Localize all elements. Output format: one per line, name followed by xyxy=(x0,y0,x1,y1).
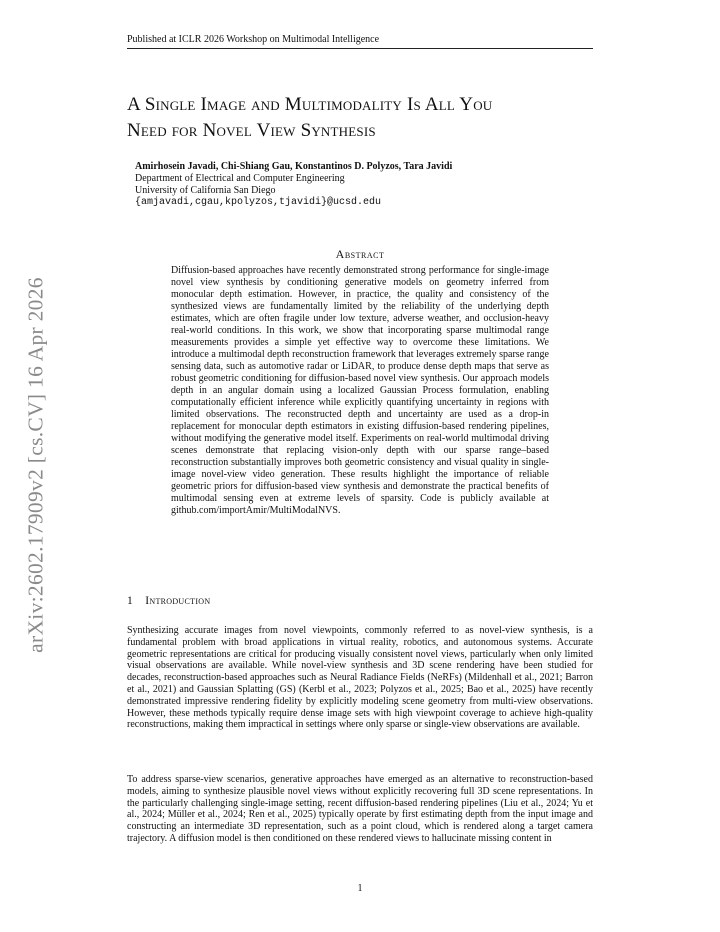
section-number: 1 xyxy=(127,595,134,607)
running-header: Published at ICLR 2026 Workshop on Multimodal Intelligence xyxy=(127,34,593,49)
title-line-1: A Single Image and Multimodality Is All You xyxy=(127,94,493,115)
title-line-2: Need for Novel View Synthesis xyxy=(127,120,376,141)
section-title: Introduction xyxy=(145,595,211,607)
author-university: University of California San Diego xyxy=(135,185,276,196)
paper-title xyxy=(127,92,607,144)
author-names: Amirhosein Javadi, Chi-Shiang Gau, Konstantinos D. Polyzos, Tara Javidi xyxy=(135,161,453,172)
abstract-body: Diffusion-based approaches have recently demonstrated strong performance for single-image novel view synthesis by conditioning generative models on geometry inferred from monocular depth estimation. However, in practice, the quality and consistency of the synthesized views are fundamentally limited by the reliability of the underlying depth estimates, which are often fragile under low texture, adverse weather, and occlusion-heavy real-world conditions. In this work, we show that incorporating sparse multimodal range measurements provides a simple yet effective way to overcome these limitations. We introduce a multimodal depth reconstruction framework that leverages extremely sparse range sensing data, such as automotive radar or LiDAR, to produce dense depth maps that serve as robust geometric conditioning for diffusion-based novel view synthesis. Our approach models depth in an angular domain using a localized Gaussian Process formulation, enabling computationally efficient inference while explicitly quantifying uncertainty in regions with limited observations. The reconstructed depth and uncertainty are used as a drop-in replacement for monocular depth estimators in existing diffusion-based rendering pipelines, without modifying the generative model itself. Experiments on real-world multimodal driving scenes demonstrate that replacing vision-only depth with our sparse range–based reconstruction substantially improves both geometric consistency and visual quality in single-image novel-view video generation. These results highlight the importance of reliable geometric priors for diffusion-based view synthesis and demonstrate the practical benefits of multimodal sensing even at extreme levels of sparsity. Code is publicly available at github.com/importAmir/MultiModalNVS. xyxy=(171,265,549,516)
intro-paragraph-2: To address sparse-view scenarios, generative approaches have emerged as an alternative to reconstruction-based models, aiming to synthesize plausible novel views without explicitly recovering full 3D scene representations. In the particularly challenging single-image setting, recent diffusion-based rendering pipelines (Liu et al., 2024; Yu et al., 2024; Müller et al., 2024; Ren et al., 2025) typically operate by first estimating depth from the input image and constructing an intermediate 3D representation, such as a point cloud, which is rendered along a target camera trajectory. A diffusion model is then conditioned on these rendered views to hallucinate missing content in xyxy=(127,774,593,844)
intro-paragraph-1: Synthesizing accurate images from novel viewpoints, commonly referred to as novel-view synthesis, is a fundamental problem with broad applications in virtual reality, robotics, and autonomous systems. Accurate geometric representations are critical for producing visually consistent novel views, particularly when only limited visual observations are available. While novel-view synthesis and 3D scene rendering have been studied for decades, reconstruction-based approaches such as Neural Radiance Fields (NeRFs) (Mildenhall et al., 2021; Barron et al., 2021) and Gaussian Splatting (GS) (Kerbl et al., 2023; Polyzos et al., 2025; Bao et al., 2025) have recently demonstrated impressive rendering fidelity by explicitly modeling scene geometry from multi-view observations. However, these methods typically require dense image sets with high viewpoint coverage to achieve high-quality reconstructions, making them impractical in settings where only sparse or single-view observations are available. xyxy=(127,625,593,731)
author-block xyxy=(135,161,605,209)
abstract-heading: Abstract xyxy=(335,247,385,261)
arxiv-identifier[interactable]: arXiv:2602.17909v2 [cs.CV] 16 Apr 2026 xyxy=(23,277,48,653)
author-emails[interactable]: {amjavadi,cgau,kpolyzos,tjavidi}@ucsd.edu xyxy=(135,197,382,208)
author-department: Department of Electrical and Computer Engineering xyxy=(135,173,345,184)
page-number: 1 xyxy=(357,883,363,894)
section-heading-introduction xyxy=(127,595,210,607)
